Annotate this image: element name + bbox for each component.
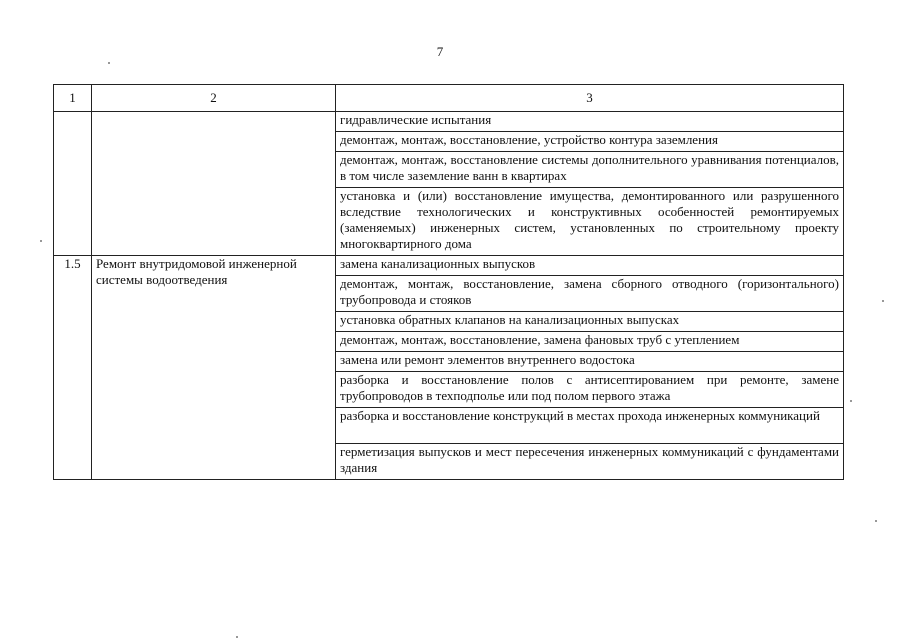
work-item: замена канализационных выпусков xyxy=(336,256,844,276)
works-table xyxy=(53,84,844,480)
work-item: герметизация выпусков и мест пересечения инженерных коммуникаций с фундаментами здания xyxy=(336,444,844,480)
scan-speck xyxy=(875,520,877,522)
section-number: 1.5 xyxy=(54,256,92,480)
work-item: установка обратных клапанов на канализационных выпусках xyxy=(336,312,844,332)
work-item: демонтаж, монтаж, восстановление, замена сборного отводного (горизонтального) трубопровода и стояков xyxy=(336,276,844,312)
scan-speck xyxy=(108,62,110,64)
table-header xyxy=(54,85,844,112)
scan-speck xyxy=(882,300,884,302)
empty-system-cell xyxy=(92,112,336,256)
work-item: разборка и восстановление полов с антисептированием при ремонте, замене трубопроводов в техподполье или под полом первого этажа xyxy=(336,372,844,408)
work-item: замена или ремонт элементов внутреннего водостока xyxy=(336,352,844,372)
table-row xyxy=(54,112,844,132)
work-item: установка и (или) восстановление имущества, демонтированного или разрушенного вследствие технологических и конструктивных особенностей ремонтируемых (заменяемых) инженерных систем, установленных по строительному проекту многоквартирного дома xyxy=(336,188,844,256)
column-header-1: 1 xyxy=(54,85,92,112)
scan-speck xyxy=(236,636,238,638)
work-item: демонтаж, монтаж, восстановление системы дополнительного уравнивания потенциалов, в том числе заземление ванн в квартирах xyxy=(336,152,844,188)
table-row xyxy=(54,256,844,276)
scan-speck xyxy=(40,240,42,242)
work-item: разборка и восстановление конструкций в местах прохода инженерных коммуникаций xyxy=(336,408,844,444)
work-item: демонтаж, монтаж, восстановление, устройство контура заземления xyxy=(336,132,844,152)
page-number: 7 xyxy=(436,44,444,59)
empty-number-cell xyxy=(54,112,92,256)
column-header-2: 2 xyxy=(92,85,336,112)
column-header-3: 3 xyxy=(336,85,844,112)
work-item: гидравлические испытания xyxy=(336,112,844,132)
section-system-name: Ремонт внутридомовой инженерной системы водоотведения xyxy=(92,256,336,480)
scan-speck xyxy=(850,400,852,402)
work-item: демонтаж, монтаж, восстановление, замена фановых труб с утеплением xyxy=(336,332,844,352)
